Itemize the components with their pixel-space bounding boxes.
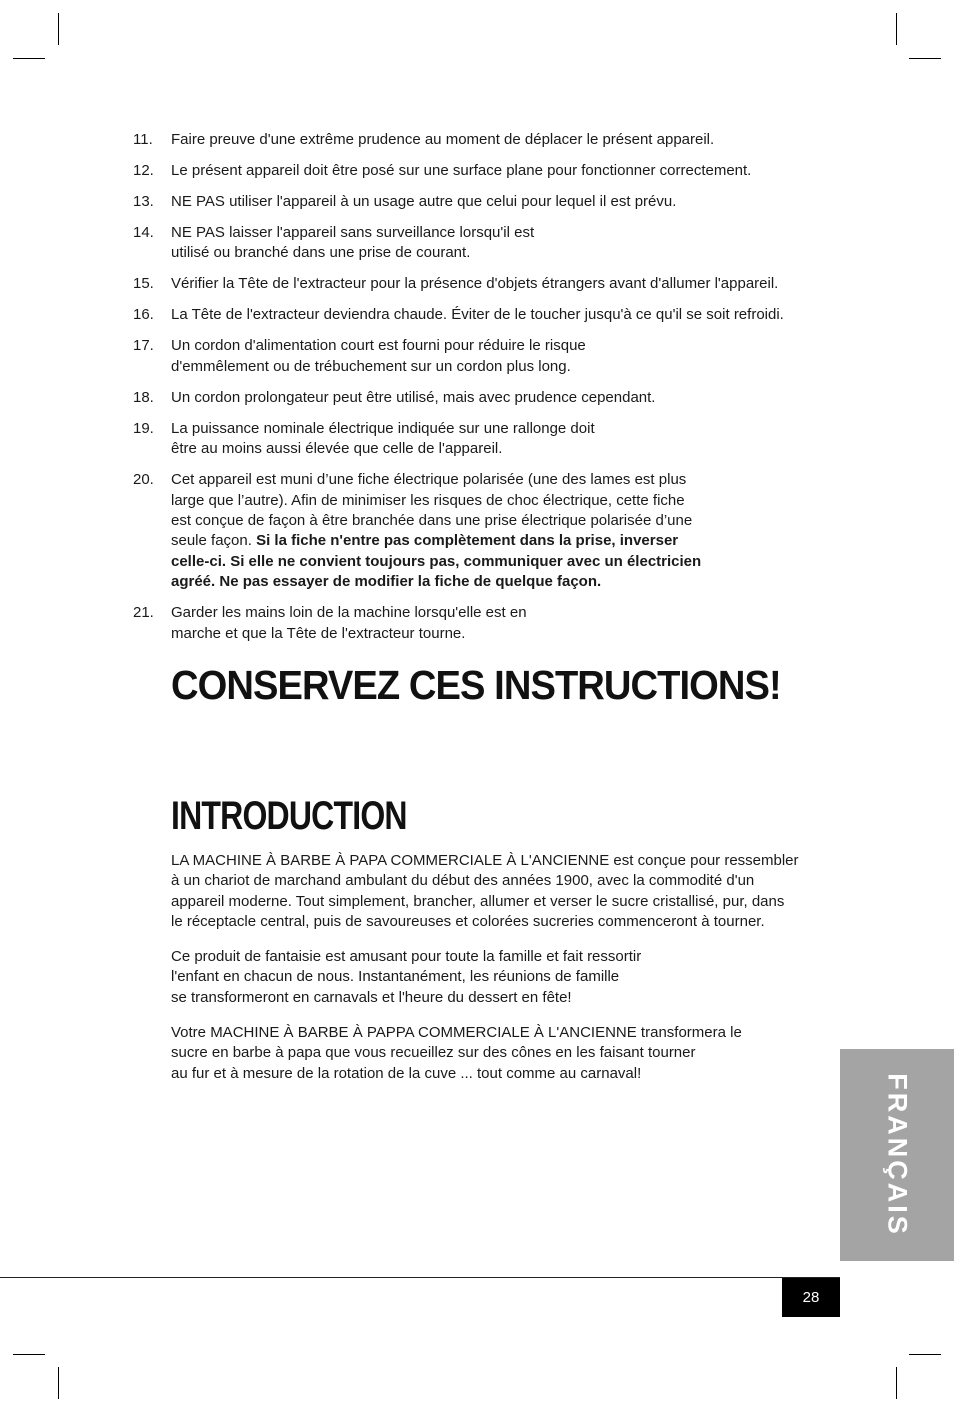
list-item [133, 336, 833, 377]
footer-rule [0, 1277, 840, 1278]
crop-mark-top-left-vertical [58, 13, 59, 45]
paragraph-line: Votre MACHINE À BARBE À PAPPA COMMERCIALE À L'ANCIENNE transformera le [171, 1024, 742, 1041]
item-number: 18. [133, 388, 154, 406]
page-number-box [782, 1278, 840, 1317]
paragraph-line: le réceptacle central, puis de savoureuses et colorées sucreries commenceront à tourner. [171, 913, 765, 931]
item-text-line: seule façon. [171, 532, 257, 550]
item-text-line: marche et que la Tête de l'extracteur tourne. [171, 624, 466, 642]
paragraph-line: Ce produit de fantaisie est amusant pour toute la famille et fait ressortir [171, 948, 642, 965]
language-side-tab [840, 1049, 954, 1261]
item-text [171, 470, 833, 592]
page-number: 28 [802, 1289, 820, 1306]
crop-mark-bottom-right-horizontal [909, 1354, 941, 1355]
item-number: 15. [133, 275, 154, 293]
item-text: Le présent appareil doit être posé sur une surface plane pour fonctionner correctement. [171, 162, 752, 179]
warning-text: celle-ci. Si elle ne convient toujours pas, communiquer avec un électricien [171, 552, 702, 570]
list-item [133, 192, 833, 212]
paragraph-line: sucre en barbe à papa que vous recueillez sur des cônes en les faisant tourner [171, 1044, 696, 1062]
item-text-line: NE PAS laisser l'appareil sans surveillance lorsqu'il est [171, 224, 535, 241]
item-text [171, 223, 833, 264]
item-text-line: est conçue de façon à être branchée dans une prise électrique polarisée d’une [171, 512, 693, 530]
paragraph-line: LA MACHINE À BARBE À PAPA COMMERCIALE À L'ANCIENNE est conçue pour ressembler [171, 852, 799, 869]
list-item [133, 419, 833, 460]
item-text-line: être au moins aussi élevée que celle de l'appareil. [171, 440, 503, 458]
conserve-instructions-heading: CONSERVEZ CES INSTRUCTIONS! [171, 662, 781, 708]
item-text-line: large que l’autre). Afin de minimiser les risques de choc électrique, cette fiche [171, 491, 685, 509]
intro-paragraph [171, 1023, 831, 1084]
safety-instructions-list [133, 130, 833, 655]
item-text-line: Un cordon d'alimentation court est fourni pour réduire le risque [171, 337, 586, 355]
item-text-line: utilisé ou branché dans une prise de courant. [171, 244, 471, 262]
item-text [171, 603, 833, 644]
list-item [133, 388, 833, 408]
crop-mark-top-left-horizontal [13, 58, 45, 59]
crop-mark-bottom-right-vertical [896, 1367, 897, 1399]
crop-mark-bottom-left-vertical [58, 1367, 59, 1399]
item-text: Un cordon prolongateur peut être utilisé, mais avec prudence cependant. [171, 388, 656, 406]
item-number: 12. [133, 162, 154, 179]
paragraph-line: l'enfant en chacun de nous. Instantanément, les réunions de famille [171, 968, 620, 986]
item-number: 13. [133, 193, 154, 210]
item-text-line: Cet appareil est muni d’une fiche électrique polarisée (une des lames est plus [171, 471, 687, 489]
item-text-line: La puissance nominale électrique indiquée sur une rallonge doit [171, 419, 595, 437]
paragraph-line: se transformeront en carnavals et l'heure du dessert en fête! [171, 988, 572, 1006]
language-label: FRANÇAIS [882, 1073, 913, 1237]
paragraph-line: à un chariot de marchand ambulant du début des années 1900, avec la commodité d'un [171, 872, 755, 890]
item-text: Faire preuve d'une extrême prudence au moment de déplacer le présent appareil. [171, 131, 715, 148]
list-item [133, 223, 833, 264]
paragraph-line: appareil moderne. Tout simplement, brancher, allumer et verser le sucre cristallisé, pur, dans [171, 892, 785, 910]
list-item [133, 305, 833, 325]
item-number: 14. [133, 224, 154, 241]
item-text: NE PAS utiliser l'appareil à un usage autre que celui pour lequel il est prévu. [171, 193, 677, 210]
list-item [133, 603, 833, 644]
list-item [133, 161, 833, 181]
intro-paragraph [171, 947, 831, 1008]
item-number: 11. [133, 131, 153, 148]
intro-paragraph [171, 851, 831, 933]
list-item [133, 274, 833, 294]
item-text: Vérifier la Tête de l'extracteur pour la présence d'objets étrangers avant d'allumer l'appareil. [171, 275, 779, 293]
item-number: 19. [133, 419, 154, 437]
item-text [171, 336, 833, 377]
item-text [171, 419, 833, 460]
crop-mark-top-right-horizontal [909, 58, 941, 59]
item-text: La Tête de l'extracteur deviendra chaude. Éviter de le toucher jusqu'à ce qu'il se soit refroidi. [171, 306, 784, 324]
crop-mark-bottom-left-horizontal [13, 1354, 45, 1355]
warning-text: agréé. Ne pas essayer de modifier la fiche de quelque façon. [171, 573, 602, 591]
item-number: 20. [133, 471, 154, 489]
item-text-line: d'emmêlement ou de trébuchement sur un cordon plus long. [171, 357, 571, 375]
list-item [133, 130, 833, 150]
crop-mark-top-right-vertical [896, 13, 897, 45]
item-text-line: Garder les mains loin de la machine lorsqu'elle est en [171, 604, 527, 622]
warning-text: Si la fiche n'entre pas complètement dans la prise, inverser [256, 532, 679, 550]
introduction-heading: INTRODUCTION [171, 794, 407, 838]
list-item [133, 470, 833, 592]
item-number: 16. [133, 306, 154, 324]
item-number: 17. [133, 337, 154, 355]
item-number: 21. [133, 604, 154, 622]
paragraph-line: au fur et à mesure de la rotation de la cuve ... tout comme au carnaval! [171, 1064, 642, 1082]
